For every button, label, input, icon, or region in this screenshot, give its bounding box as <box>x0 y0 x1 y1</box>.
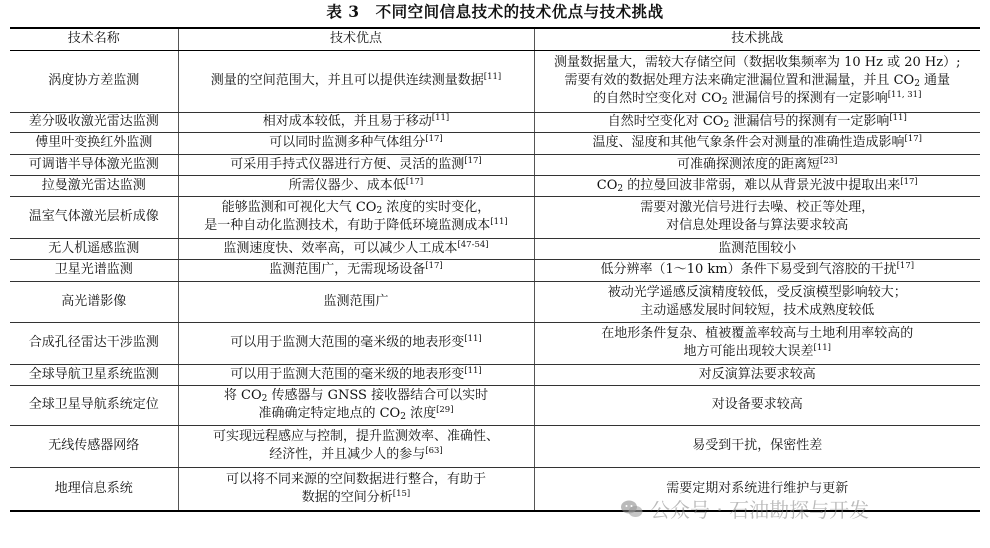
cell-line: 地理信息系统 <box>54 480 133 496</box>
table-row <box>10 281 980 322</box>
table-number: 表 3 <box>326 2 360 21</box>
cell-text: 传感器与 GNSS 接收器结合可以实时 <box>267 388 489 403</box>
cell-advantages <box>178 175 534 196</box>
cell-challenges <box>534 364 980 385</box>
subscript: 2 <box>376 206 383 216</box>
citation: [17] <box>425 134 443 144</box>
watermark <box>620 494 869 523</box>
cell-technology-name <box>10 259 178 281</box>
cell-technology-name <box>10 322 178 364</box>
cell-line <box>539 156 977 174</box>
cell-technology-name <box>10 175 178 196</box>
cell-text: 对反演算法要求较高 <box>698 366 816 382</box>
cell-text: 易受到干扰，保密性差 <box>692 438 823 453</box>
table-caption <box>0 0 990 26</box>
cell-text: 可准确探测浓度的距离短 <box>677 156 821 172</box>
header-row <box>10 28 980 50</box>
cell-line: 无线传感器网络 <box>48 438 140 453</box>
cell-line: 合成孔径雷达干涉监测 <box>28 335 159 350</box>
citation: [17] <box>904 134 922 144</box>
cell-line <box>183 366 530 384</box>
cell-line <box>183 293 530 311</box>
table-row <box>10 364 980 385</box>
cell-line: 温室气体激光层析成像 <box>28 209 159 224</box>
cell-challenges <box>534 154 980 175</box>
citation: [11] <box>464 334 482 344</box>
citation: [11] <box>431 113 450 123</box>
cell-line <box>539 437 977 455</box>
cell-text: 的自然时空变化对 CO <box>593 91 722 106</box>
cell-text: 相对成本较低，并且易于移动 <box>262 114 432 129</box>
citation: [11, 31] <box>887 90 922 100</box>
cell-challenges <box>534 281 980 322</box>
table-row <box>10 322 980 364</box>
cell-advantages <box>178 425 534 467</box>
cell-advantages <box>178 385 534 425</box>
cell-challenges <box>534 322 980 364</box>
header-challenges: 技术挑战 <box>534 28 980 50</box>
cell-line <box>183 471 530 489</box>
cell-line <box>183 217 530 235</box>
cell-technology-name <box>10 112 178 132</box>
cell-challenges <box>534 132 980 154</box>
cell-technology-name <box>10 238 178 259</box>
cell-line: 差分吸收激光雷达监测 <box>28 114 159 129</box>
cell-text: 浓度的实时变化， <box>382 200 491 215</box>
cell-line <box>183 428 530 446</box>
subscript: 2 <box>261 394 268 404</box>
cell-advantages <box>178 238 534 259</box>
citation: [29] <box>436 405 454 415</box>
table-row <box>10 425 980 467</box>
cell-text: 被动光学遥感反演精度较低，受反演模型影响较大； <box>607 284 907 300</box>
cell-text: 准确确定特定地点的 CO <box>258 406 401 421</box>
cell-text: 主动遥感发展时间较短，技术成熟度较低 <box>640 302 875 318</box>
cell-advantages <box>178 322 534 364</box>
citation: [17] <box>425 261 443 271</box>
subscript: 2 <box>400 412 406 422</box>
cell-advantages <box>178 154 534 175</box>
cell-line <box>539 240 977 258</box>
table-row <box>10 50 980 112</box>
cell-technology-name <box>10 467 178 511</box>
cell-technology-name <box>10 154 178 175</box>
cell-line: 全球导航卫星系统监测 <box>28 366 159 382</box>
cell-line <box>539 177 977 195</box>
cell-challenges <box>534 50 980 112</box>
cell-line: 无人机遥感监测 <box>48 240 140 256</box>
cell-advantages <box>178 467 534 511</box>
cell-line <box>183 387 530 405</box>
citation: [23] <box>820 155 838 166</box>
citation: [11] <box>813 343 831 353</box>
cell-line: 高光谱影像 <box>61 293 127 309</box>
cell-line: 卫星光谱监测 <box>54 262 133 277</box>
cell-text: 需要有效的数据处理方法来确定泄漏位置和泄漏量，并且 CO <box>564 73 915 88</box>
table-row <box>10 154 980 175</box>
cell-challenges <box>534 238 980 259</box>
cell-line <box>183 177 530 195</box>
cell-text: 对信息处理设备与算法要求较高 <box>666 218 849 233</box>
cell-line: 拉曼激光雷达监测 <box>41 177 146 193</box>
citation: [11] <box>464 365 482 376</box>
citation: [17] <box>405 176 424 187</box>
cell-text: 测量的空间范围大，并且可以提供连续测量数据 <box>210 73 484 88</box>
cell-text: 的拉曼回波非常弱，难以从背景光波中提取出来 <box>623 177 901 193</box>
cell-line <box>539 90 977 108</box>
cell-advantages <box>178 132 534 154</box>
cell-text: 可实现远程感应与控制，提升监测效率、准确性、 <box>212 429 499 444</box>
cell-line: 全球卫星导航系统定位 <box>28 397 159 412</box>
citation: [17] <box>464 155 482 166</box>
cell-line <box>539 325 977 343</box>
table-row <box>10 196 980 238</box>
watermark-text: 公众号 · 石油勘探与开发 <box>650 498 870 522</box>
comparison-table <box>10 27 980 512</box>
cell-text: 在地形条件复杂、植被覆盖率较高与土地利用率较高的 <box>601 326 914 341</box>
wechat-icon <box>620 499 644 519</box>
cell-line <box>183 134 530 152</box>
cell-text: 温度、湿度和其他气象条件会对测量的准确性造成影响 <box>592 135 905 150</box>
cell-line <box>539 396 977 414</box>
citation: [15] <box>392 488 411 499</box>
cell-text: 将 CO <box>223 388 262 403</box>
cell-challenges <box>534 425 980 467</box>
cell-line <box>183 156 530 174</box>
cell-text: 自然时空变化对 CO <box>607 114 724 129</box>
citation: [11] <box>490 217 508 227</box>
cell-line <box>183 199 530 217</box>
cell-technology-name <box>10 50 178 112</box>
table-row <box>10 259 980 281</box>
cell-technology-name <box>10 425 178 467</box>
cell-line <box>539 302 977 320</box>
cell-line <box>539 284 977 302</box>
cell-text: 能够监测和可视化大气 CO <box>221 200 377 215</box>
cell-line <box>183 405 530 423</box>
cell-line <box>183 261 530 279</box>
cell-text: 泄漏信号的探测有一定影响 <box>727 91 888 106</box>
cell-line: 傅里叶变换红外监测 <box>35 135 153 150</box>
cell-text: 低分辨率（1～10 km）条件下易受到气溶胶的干扰 <box>600 262 897 277</box>
cell-line <box>539 54 977 72</box>
cell-line <box>539 217 977 235</box>
cell-text: 可以用于监测大范围的毫米级的地表形变 <box>230 335 465 350</box>
cell-line <box>539 199 977 217</box>
header-technology-name: 技术名称 <box>10 28 178 50</box>
cell-line <box>183 446 530 464</box>
cell-technology-name <box>10 281 178 322</box>
cell-challenges <box>534 196 980 238</box>
cell-text: 所需仪器少、成本低 <box>288 177 406 193</box>
cell-text: 监测速度快、效率高，可以减少人工成本 <box>223 240 458 256</box>
cell-advantages <box>178 281 534 322</box>
cell-text: 可以将不同来源的空间数据进行整合，有助于 <box>225 471 486 487</box>
cell-text: 对设备要求较高 <box>711 397 803 412</box>
cell-technology-name <box>10 196 178 238</box>
table-row <box>10 238 980 259</box>
cell-text: 监测范围广，无需现场设备 <box>269 262 426 277</box>
cell-line <box>183 113 530 131</box>
cell-text: 经济性，并且减少人的参与 <box>269 447 426 462</box>
subscript: 2 <box>617 183 624 194</box>
cell-line <box>539 366 977 384</box>
cell-text: CO <box>596 177 618 193</box>
cell-line <box>539 134 977 152</box>
cell-line <box>539 261 977 279</box>
cell-text: 需要定期对系统进行维护与更新 <box>666 480 849 496</box>
cell-text: 数据的空间分析 <box>301 489 393 505</box>
cell-advantages <box>178 364 534 385</box>
citation: [17] <box>900 176 918 187</box>
table-title: 不同空间信息技术的技术优点与技术挑战 <box>375 2 664 21</box>
cell-line <box>183 489 530 507</box>
subscript: 2 <box>721 97 728 107</box>
table-row <box>10 175 980 196</box>
cell-advantages <box>178 196 534 238</box>
cell-text: 可以同时监测多种气体组分 <box>269 135 426 150</box>
cell-challenges <box>534 385 980 425</box>
cell-line <box>183 72 530 90</box>
cell-advantages <box>178 259 534 281</box>
cell-line <box>183 240 530 258</box>
citation: [17] <box>896 261 915 271</box>
cell-advantages <box>178 112 534 132</box>
table-row <box>10 385 980 425</box>
header-advantages: 技术优点 <box>178 28 534 50</box>
cell-line <box>539 113 977 131</box>
cell-text: 可采用手持式仪器进行方便、灵活的监测 <box>230 156 465 172</box>
cell-line <box>183 334 530 352</box>
cell-text: 监测范围广 <box>323 293 389 309</box>
subscript: 2 <box>723 120 730 130</box>
subscript: 2 <box>914 79 920 89</box>
cell-text: 测量数据量大，需较大存储空间（数据收集频率为 10 Hz 或 20 Hz）; <box>554 55 961 70</box>
cell-line: 涡度协方差监测 <box>48 73 140 88</box>
cell-technology-name <box>10 132 178 154</box>
citation: [11] <box>483 72 502 82</box>
citation: [11] <box>889 113 907 123</box>
cell-line <box>539 72 977 90</box>
cell-text: 地方可能出现较大误差 <box>683 344 814 359</box>
cell-line <box>539 343 977 361</box>
cell-advantages <box>178 50 534 112</box>
cell-text: 可以用于监测大范围的毫米级的地表形变 <box>230 366 465 382</box>
cell-technology-name <box>10 364 178 385</box>
cell-text: 是一种自动化监测技术，有助于降低环境监测成本 <box>204 218 491 233</box>
citation: [63] <box>425 446 443 456</box>
cell-text: 浓度 <box>405 406 437 421</box>
cell-challenges <box>534 112 980 132</box>
cell-text: 泄漏信号的探测有一定影响 <box>729 114 890 129</box>
cell-line: 可调谐半导体激光监测 <box>28 156 159 172</box>
table-row <box>10 132 980 154</box>
cell-technology-name <box>10 385 178 425</box>
cell-text: 需要对激光信号进行去噪、校正等处理， <box>640 200 875 215</box>
table-row <box>10 112 980 132</box>
cell-challenges <box>534 259 980 281</box>
cell-text: 监测范围较小 <box>718 240 797 256</box>
citation: [47-54] <box>457 239 489 250</box>
cell-challenges <box>534 175 980 196</box>
cell-text: 通量 <box>919 73 951 88</box>
